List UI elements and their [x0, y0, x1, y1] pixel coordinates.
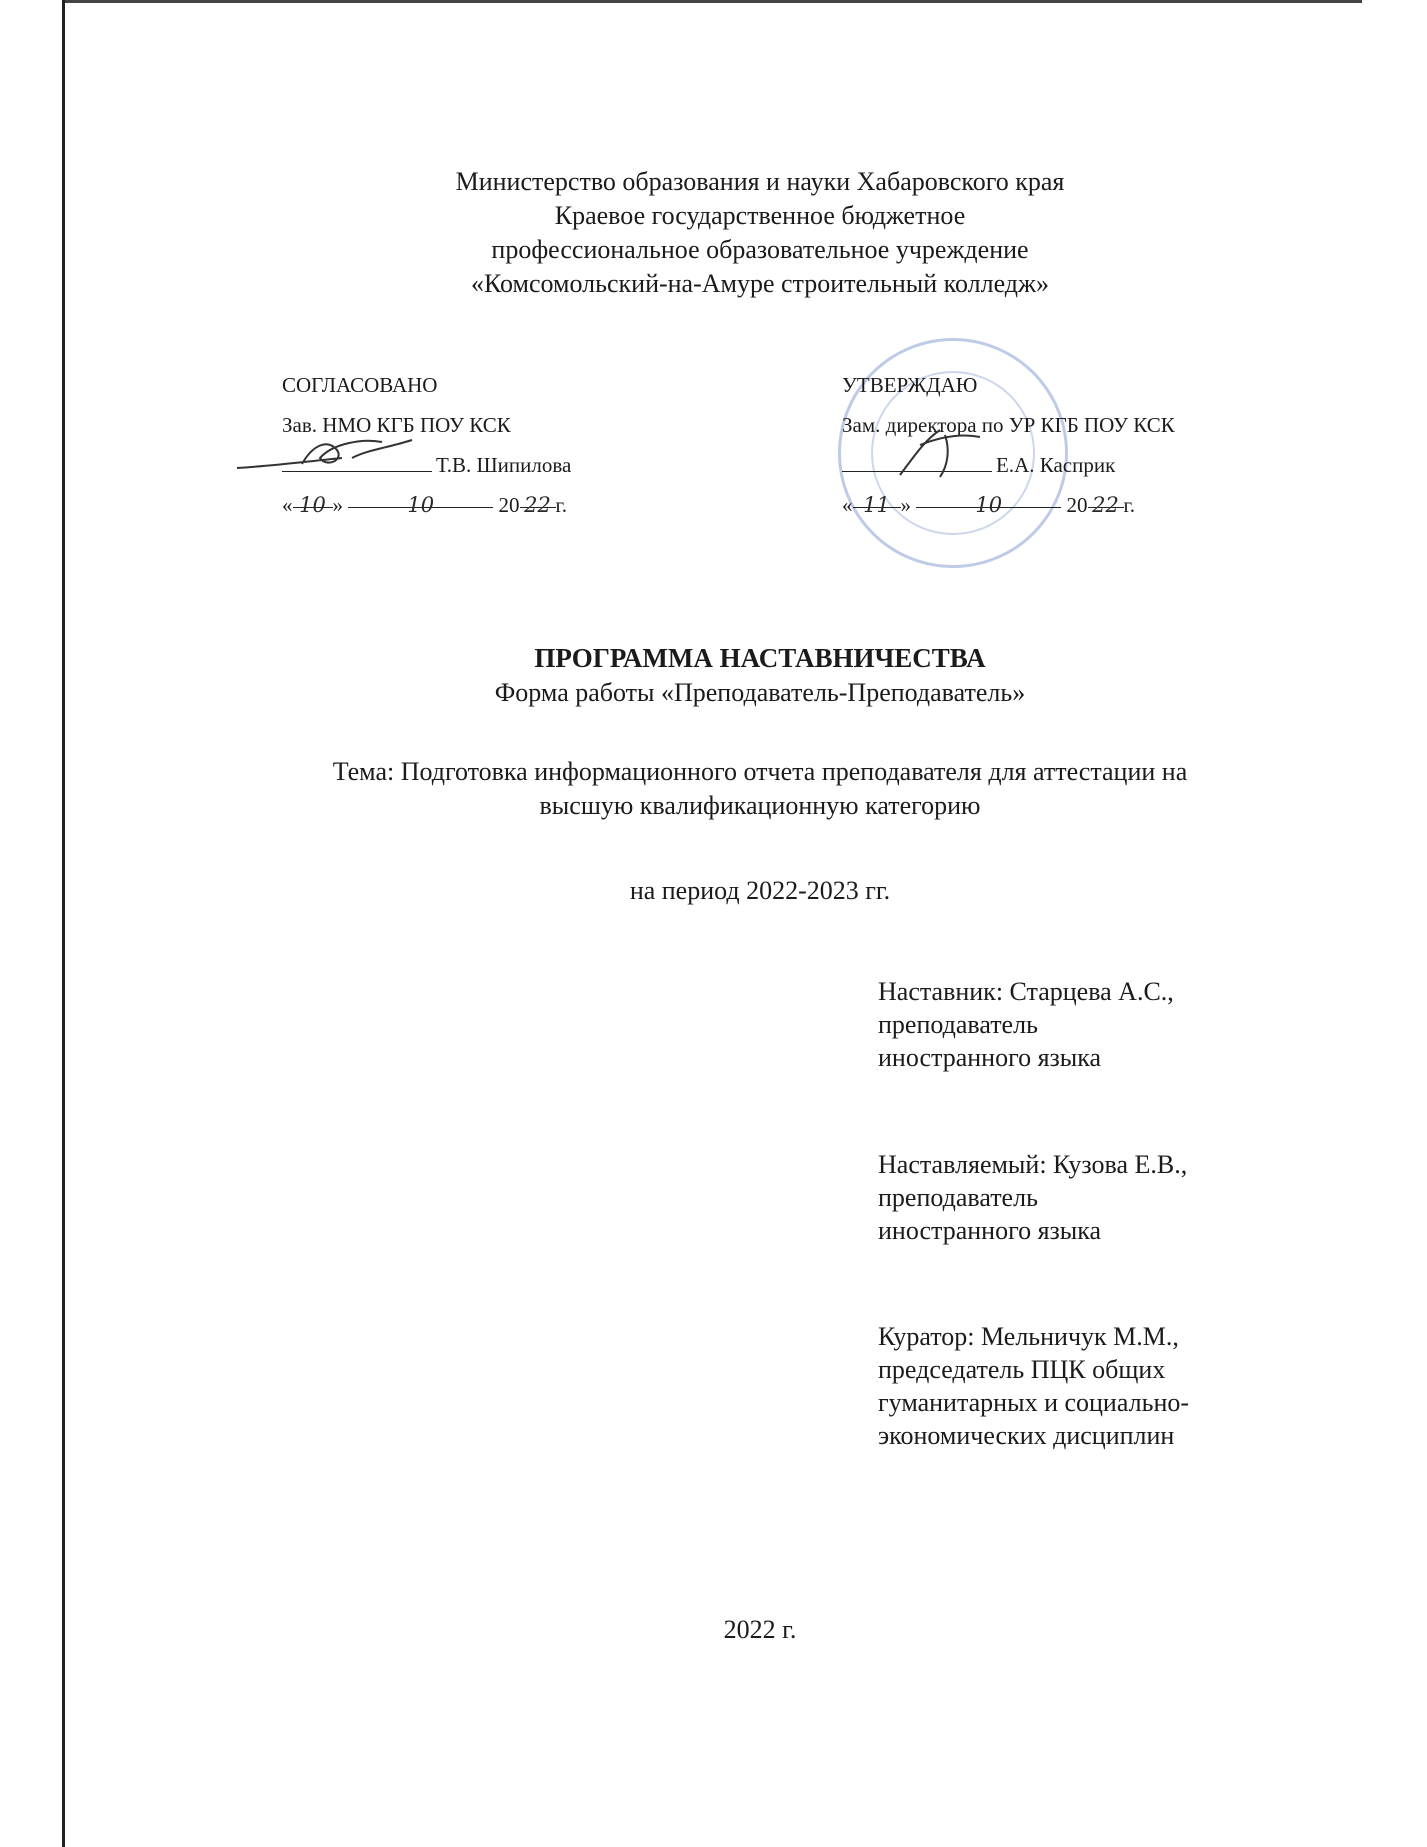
topic-line-2: высшую квалификационную категорию: [539, 791, 981, 820]
approval-position-agreed: Зав. НМО КГБ ПОУ КСК: [282, 413, 511, 437]
date-quote-close: »: [900, 493, 911, 517]
header-line-org-type: Краевое государственное бюджетное: [554, 201, 966, 230]
curator-block: [878, 1320, 1278, 1452]
scan-edge-left: [62, 0, 65, 1847]
topic-line-1: Тема: Подготовка информационного отчета преподавателя для аттестации на: [332, 757, 1188, 786]
approval-block-agreed: [282, 365, 571, 525]
approval-position-approved: Зам. директора по УР КГБ ПОУ КСК: [842, 413, 1175, 437]
header-line-org-kind: профессиональное образовательное учреждение: [491, 235, 1029, 264]
organization-header: [280, 165, 1240, 301]
curator-role-line-2: гуманитарных и социально-: [878, 1388, 1190, 1417]
signature-blank: [842, 449, 992, 472]
date-quote-close: »: [332, 493, 343, 517]
approval-block-approved: [842, 365, 1175, 525]
date-day-handwritten: 11: [853, 485, 901, 508]
date-year-unit: г.: [555, 493, 567, 517]
approval-date-line-approved: [842, 485, 1175, 525]
curator-role-line-3: экономических дисциплин: [878, 1421, 1175, 1450]
date-month-handwritten: 10: [348, 485, 493, 508]
curator-role-line-1: председатель ПЦК общих: [878, 1355, 1166, 1384]
topic-block: [280, 755, 1240, 823]
mentor-block: [878, 975, 1278, 1074]
header-line-college-name: «Комсомольский-на-Амуре строительный колледж»: [470, 269, 1049, 298]
date-day-handwritten: 10: [293, 485, 333, 508]
document-title: ПРОГРАММА НАСТАВНИЧЕСТВА: [534, 643, 986, 673]
date-month-handwritten: 10: [916, 485, 1061, 508]
mentee-name: Наставляемый: Кузова Е.В.,: [878, 1150, 1188, 1179]
header-line-ministry: Министерство образования и науки Хабаровского края: [455, 167, 1065, 196]
document-title-block: [280, 640, 1240, 710]
mentor-name: Наставник: Старцева А.С.,: [878, 977, 1174, 1006]
date-year-prefix: 20: [498, 493, 520, 517]
mentee-block: [878, 1148, 1278, 1247]
footer-year: 2022 г.: [723, 1615, 797, 1644]
mentee-role: преподаватель: [878, 1183, 1038, 1212]
mentee-subject: иностранного языка: [878, 1216, 1102, 1245]
approval-signature-line-approved: [842, 445, 1175, 485]
approval-name-agreed: Т.В. Шипилова: [436, 453, 572, 477]
document-subtitle: Форма работы «Преподаватель-Преподаватель»: [494, 678, 1026, 707]
mentor-role: преподаватель: [878, 1010, 1038, 1039]
approval-signature-line-agreed: [282, 445, 571, 485]
date-quote-open: «: [282, 493, 293, 517]
date-year-unit: г.: [1123, 493, 1135, 517]
approval-heading-approved: УТВЕРЖДАЮ: [842, 373, 978, 397]
date-quote-open: «: [842, 493, 853, 517]
signature-blank: [282, 449, 432, 472]
date-year-handwritten: 22: [520, 485, 556, 508]
approval-heading-agreed: СОГЛАСОВАНО: [282, 373, 438, 397]
scan-edge-top: [62, 0, 1362, 3]
date-year-prefix: 20: [1066, 493, 1088, 517]
curator-name: Куратор: Мельничук М.М.,: [878, 1322, 1179, 1351]
mentor-subject: иностранного языка: [878, 1043, 1102, 1072]
approval-date-line-agreed: [282, 485, 571, 525]
approval-name-approved: Е.А. Касприк: [996, 453, 1116, 477]
date-year-handwritten: 22: [1088, 485, 1124, 508]
period-text: на период 2022-2023 гг.: [629, 876, 891, 905]
